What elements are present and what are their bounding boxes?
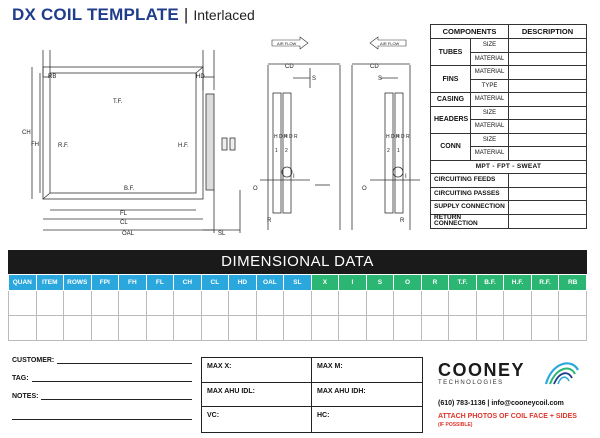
- notes-field[interactable]: [12, 392, 192, 400]
- label-rf: R.F.: [58, 143, 69, 149]
- dim-col-header: H.F.: [504, 275, 532, 291]
- dim-col-header: X: [311, 275, 339, 291]
- brand-name: COONEY: [438, 360, 526, 380]
- dim-data-row: [9, 316, 587, 341]
- dim-data-cell[interactable]: [421, 316, 449, 341]
- label-s-1: S: [312, 76, 317, 82]
- description-header: DESCRIPTION: [509, 25, 587, 39]
- description-cell[interactable]: [509, 187, 587, 201]
- notes-label: NOTES:: [12, 393, 39, 400]
- description-cell[interactable]: [509, 52, 587, 66]
- dim-col-header: QUAN: [9, 275, 37, 291]
- tag-field[interactable]: [12, 374, 192, 382]
- label-hdr-num-3: 2: [387, 148, 390, 154]
- tag-label: TAG:: [12, 375, 29, 382]
- title-main: DX COIL TEMPLATE: [12, 5, 179, 24]
- sub-label: MATERIAL: [471, 120, 509, 134]
- description-cell[interactable]: [509, 39, 587, 53]
- dim-data-cell[interactable]: [119, 291, 147, 316]
- connection-type-row[interactable]: MPT - FPT - SWEAT: [431, 160, 587, 174]
- dim-data-cell[interactable]: [36, 316, 64, 341]
- label-hdr-2a: H D R: [386, 134, 400, 140]
- dim-data-row: [9, 291, 587, 316]
- dim-data-cell[interactable]: [394, 316, 422, 341]
- customer-label: CUSTOMER:: [12, 357, 55, 364]
- dim-data-cell[interactable]: [201, 316, 229, 341]
- dim-data-cell[interactable]: [476, 291, 504, 316]
- components-table: [430, 24, 587, 229]
- dim-data-cell[interactable]: [36, 291, 64, 316]
- sub-label: TYPE: [471, 79, 509, 93]
- description-cell[interactable]: [509, 120, 587, 134]
- customer-field[interactable]: [12, 356, 192, 364]
- dim-col-header: S: [366, 275, 394, 291]
- coil-face: [50, 73, 196, 193]
- dim-data-cell[interactable]: [394, 291, 422, 316]
- circuiting-passes-label: CIRCUITING PASSES: [431, 187, 509, 201]
- dim-col-header: ITEM: [36, 275, 64, 291]
- title-subtitle: Interlaced: [193, 7, 255, 23]
- label-fh: FH: [31, 142, 39, 148]
- dim-data-cell[interactable]: [504, 291, 532, 316]
- coil-diagram: [10, 30, 422, 240]
- label-r-2: R: [400, 218, 405, 224]
- dim-data-cell[interactable]: [91, 316, 119, 341]
- dim-data-cell[interactable]: [504, 316, 532, 341]
- dim-data-cell[interactable]: [339, 291, 367, 316]
- components-header-row: [431, 25, 587, 39]
- dim-data-cell[interactable]: [9, 291, 37, 316]
- dim-data-cell[interactable]: [366, 316, 394, 341]
- dim-col-header: FPI: [91, 275, 119, 291]
- label-rb: RB: [48, 74, 57, 80]
- dim-data-cell[interactable]: [201, 291, 229, 316]
- coil-drawing: [10, 30, 422, 240]
- label-cl: CL: [120, 220, 128, 226]
- description-cell[interactable]: [509, 214, 587, 228]
- swirl-logo-icon: [542, 356, 582, 390]
- label-hdr-num-1: 1: [275, 148, 278, 154]
- dim-data-cell[interactable]: [64, 316, 92, 341]
- label-s-2: S: [378, 76, 383, 82]
- sub-label: MATERIAL: [471, 52, 509, 66]
- max-ahu-idl-cell[interactable]: MAX AHU IDL:: [202, 383, 312, 408]
- label-cd-1: CD: [285, 64, 294, 70]
- dim-col-header: R: [421, 275, 449, 291]
- dim-data-cell[interactable]: [119, 316, 147, 341]
- supply-connection-label: SUPPLY CONNECTION: [431, 201, 509, 215]
- customer-line[interactable]: [57, 356, 192, 364]
- sub-label: MATERIAL: [471, 66, 509, 80]
- dim-col-header: I: [339, 275, 367, 291]
- brand-tagline: TECHNOLOGIES: [438, 380, 504, 386]
- attach-photos-subnote: (IF POSSIBLE): [438, 422, 473, 428]
- label-hdr-1b: H D R: [284, 134, 298, 140]
- dimensional-table: [8, 274, 587, 341]
- dim-data-cell[interactable]: [174, 291, 202, 316]
- label-tf: T.F.: [113, 99, 123, 105]
- label-hdr-2b: H D R: [396, 134, 410, 140]
- attach-photos-note: ATTACH PHOTOS OF COIL FACE + SIDES: [438, 413, 577, 420]
- dim-data-cell[interactable]: [476, 316, 504, 341]
- dim-data-cell[interactable]: [531, 316, 559, 341]
- coil-frame: [43, 67, 203, 199]
- dim-data-cell[interactable]: [229, 316, 257, 341]
- description-cell[interactable]: [509, 79, 587, 93]
- dimensional-data-title: DIMENSIONAL DATA: [8, 250, 587, 274]
- label-hdr-1a: H D R: [274, 134, 288, 140]
- sub-label: SIZE: [471, 39, 509, 53]
- hc-cell[interactable]: HC:: [317, 412, 330, 420]
- description-cell[interactable]: [509, 201, 587, 215]
- dimensional-header-row: [9, 275, 587, 291]
- dim-data-cell[interactable]: [366, 291, 394, 316]
- circuiting-feeds-label: CIRCUITING FEEDS: [431, 174, 509, 188]
- dim-col-header: CH: [174, 275, 202, 291]
- label-sl: SL: [218, 231, 226, 237]
- dim-data-cell[interactable]: [256, 291, 284, 316]
- label-hd: HD: [196, 74, 205, 80]
- dim-data-cell[interactable]: [256, 316, 284, 341]
- max-m-cell[interactable]: MAX M:: [312, 358, 422, 383]
- description-cell[interactable]: [509, 66, 587, 80]
- dim-data-cell[interactable]: [421, 291, 449, 316]
- sub-label: MATERIAL: [471, 93, 509, 107]
- dim-data-cell[interactable]: [64, 291, 92, 316]
- description-cell[interactable]: [509, 106, 587, 120]
- max-x-cell[interactable]: MAX X:: [202, 358, 312, 383]
- label-bf: B.F.: [124, 186, 135, 192]
- title-separator: |: [183, 5, 189, 24]
- dim-data-cell[interactable]: [284, 291, 312, 316]
- return-connection-label: RETURN CONNECTION: [431, 214, 509, 228]
- label-fl: FL: [120, 211, 128, 217]
- dim-data-cell[interactable]: [311, 316, 339, 341]
- customer-fields: [12, 356, 192, 430]
- dim-data-cell[interactable]: [449, 291, 477, 316]
- label-hdr-num-2: 2: [285, 148, 288, 154]
- front-header: [206, 94, 214, 190]
- description-cell[interactable]: [509, 147, 587, 161]
- dim-data-cell[interactable]: [284, 316, 312, 341]
- dim-data-cell[interactable]: [311, 291, 339, 316]
- dim-data-cell[interactable]: [339, 316, 367, 341]
- dim-data-cell[interactable]: [146, 316, 174, 341]
- dim-col-header: R.F.: [531, 275, 559, 291]
- notes-line-2[interactable]: [12, 410, 192, 420]
- label-oal: OAL: [122, 231, 135, 237]
- dim-col-header: CL: [201, 275, 229, 291]
- dim-data-cell[interactable]: [531, 291, 559, 316]
- sub-label: MATERIAL: [471, 147, 509, 161]
- dim-data-cell[interactable]: [146, 291, 174, 316]
- description-cell[interactable]: [509, 93, 587, 107]
- dimensional-body: [9, 291, 587, 341]
- dim-data-cell[interactable]: [559, 291, 587, 316]
- description-cell[interactable]: [509, 133, 587, 147]
- dimensional-data-section: [8, 250, 587, 341]
- label-i-1: I: [293, 174, 295, 180]
- dim-data-cell[interactable]: [91, 291, 119, 316]
- sub-label: SIZE: [471, 106, 509, 120]
- vc-cell[interactable]: VC:: [202, 407, 312, 432]
- dim-col-header: ROWS: [64, 275, 92, 291]
- components-header: COMPONENTS: [431, 25, 509, 39]
- dim-col-header: HD: [229, 275, 257, 291]
- dim-data-cell[interactable]: [174, 316, 202, 341]
- brand-logo: [438, 360, 588, 386]
- dim-data-cell[interactable]: [559, 316, 587, 341]
- label-i-2: I: [405, 174, 407, 180]
- label-o-2: O: [362, 186, 367, 192]
- cat-fins: FINS: [431, 66, 471, 93]
- dim-data-cell[interactable]: [449, 316, 477, 341]
- label-r-1: R: [267, 218, 272, 224]
- dim-col-header: SL: [284, 275, 312, 291]
- tag-line[interactable]: [32, 374, 192, 382]
- dim-col-header: OAL: [256, 275, 284, 291]
- dim-data-cell[interactable]: [229, 291, 257, 316]
- page-title: [12, 5, 255, 27]
- dim-col-header: FH: [119, 275, 147, 291]
- label-ch: CH: [22, 130, 31, 136]
- description-cell[interactable]: [509, 174, 587, 188]
- cat-headers: HEADERS: [431, 106, 471, 133]
- airflow-label-2: AIR FLOW: [380, 41, 400, 46]
- label-o-1: O: [253, 186, 258, 192]
- sub-label: SIZE: [471, 133, 509, 147]
- dim-col-header: RB: [559, 275, 587, 291]
- cat-casing: CASING: [431, 93, 471, 107]
- dim-col-header: FL: [146, 275, 174, 291]
- max-values-box: [201, 357, 423, 433]
- contact-info: (610) 783-1136 | info@cooneycoil.com: [438, 400, 564, 407]
- max-ahu-idh-cell[interactable]: MAX AHU IDH:: [312, 383, 422, 408]
- airflow-label-1: AIR FLOW: [277, 41, 297, 46]
- dim-col-header: T.F.: [449, 275, 477, 291]
- cat-tubes: TUBES: [431, 39, 471, 66]
- cat-conn: CONN: [431, 133, 471, 160]
- dim-col-header: B.F.: [476, 275, 504, 291]
- dim-col-header: O: [394, 275, 422, 291]
- notes-line[interactable]: [41, 392, 192, 400]
- label-hdr-num-4: 1: [397, 148, 400, 154]
- label-hf: H.F.: [178, 143, 189, 149]
- dim-data-cell[interactable]: [9, 316, 37, 341]
- label-cd-2: CD: [370, 64, 379, 70]
